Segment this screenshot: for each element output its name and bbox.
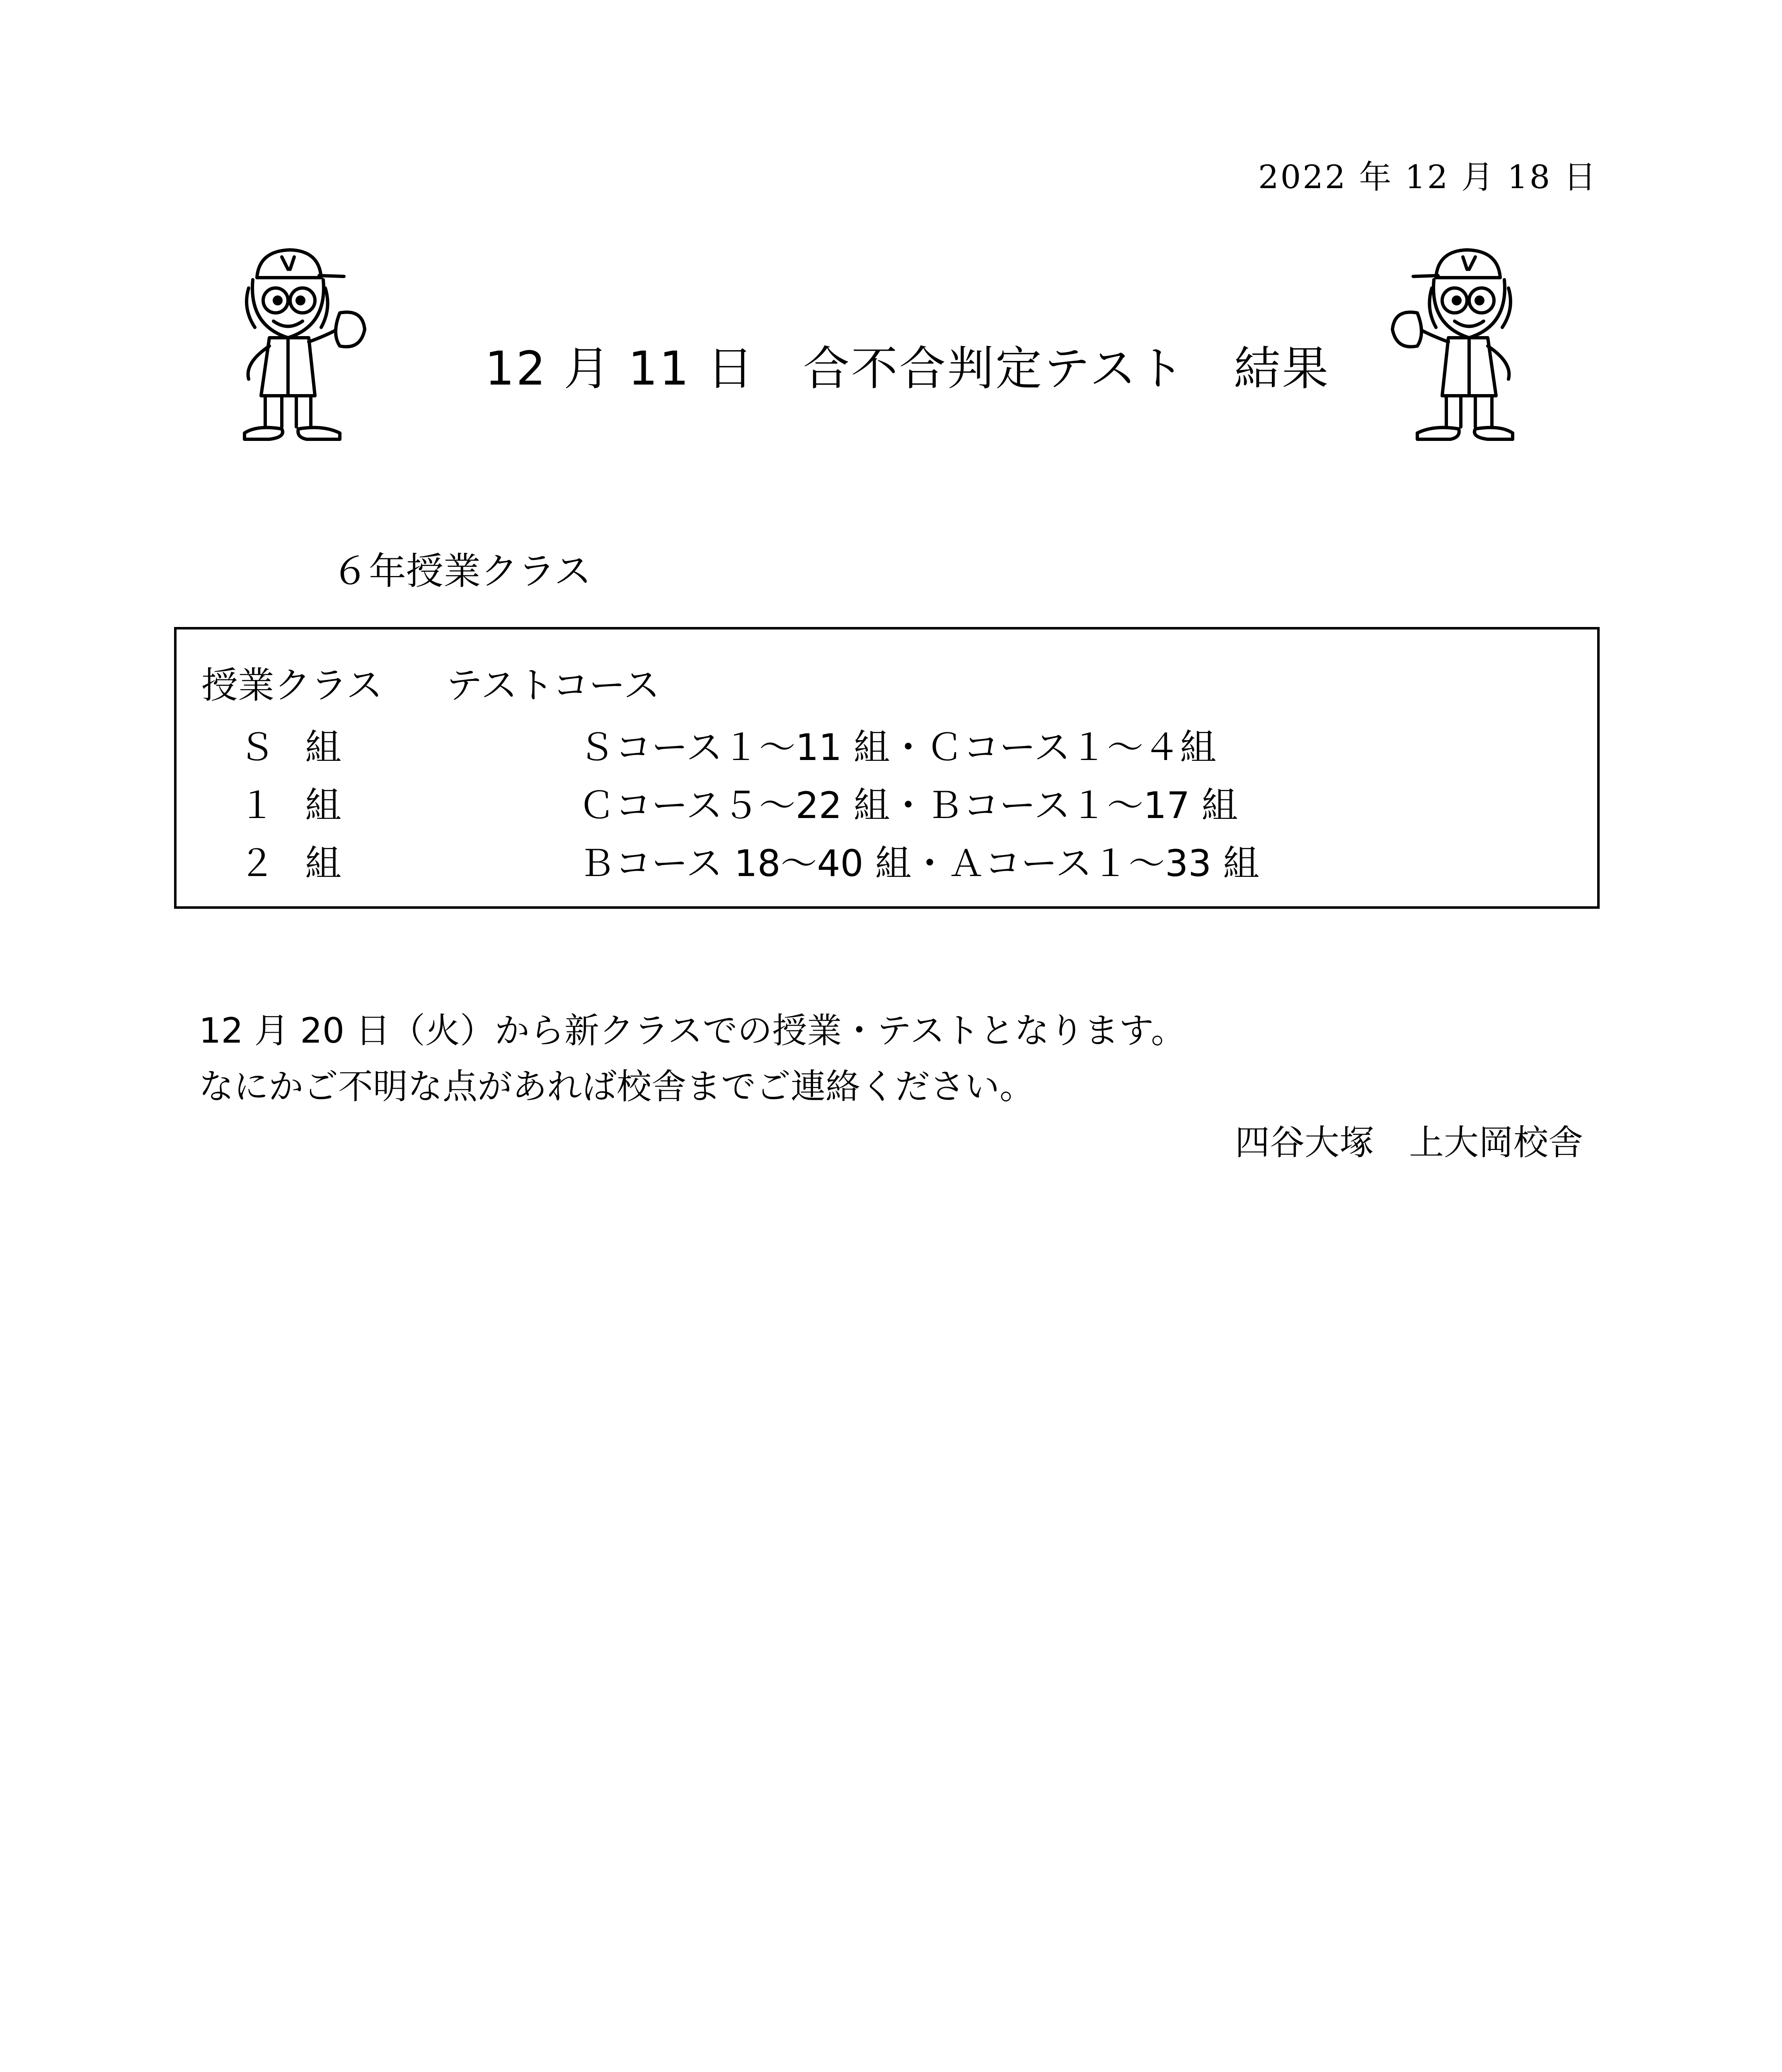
mascot-illustration-left [220,238,369,454]
notice-line: 12 月 20 日（火）から新クラスでの授業・テストとなります。 [199,1010,1186,1051]
class-kumi: 組 [305,726,342,769]
class-name: Ｓ [239,726,276,769]
course-range: Ｃコース５～22 組・Ｂコース１～17 組 [579,784,1238,827]
header-course: テストコース [446,664,660,707]
mascot-illustration-right [1388,238,1537,454]
class-name: ２ [239,842,276,885]
page-title: 12 月 11 日 合不合判定テスト 結果 [485,342,1330,396]
header-class: 授業クラス [201,664,383,707]
grade-label: ６年授業クラス [332,549,592,593]
course-range: Ｓコース１～11 組・Ｃコース１～４組 [579,726,1217,769]
school-signature: 四谷大塚 上大岡校舎 [1235,1122,1583,1163]
notice-line: なにかご不明な点があれば校舎までご連絡ください。 [199,1066,1035,1107]
class-name: １ [239,784,276,827]
class-kumi: 組 [305,784,342,827]
table-header [201,656,660,709]
class-course-table [174,627,1600,909]
course-range: Ｂコース 18～40 組・Ａコース１～33 組 [579,842,1260,885]
document-date: 2022 年 12 月 18 日 [1258,159,1598,196]
class-kumi: 組 [305,842,342,885]
